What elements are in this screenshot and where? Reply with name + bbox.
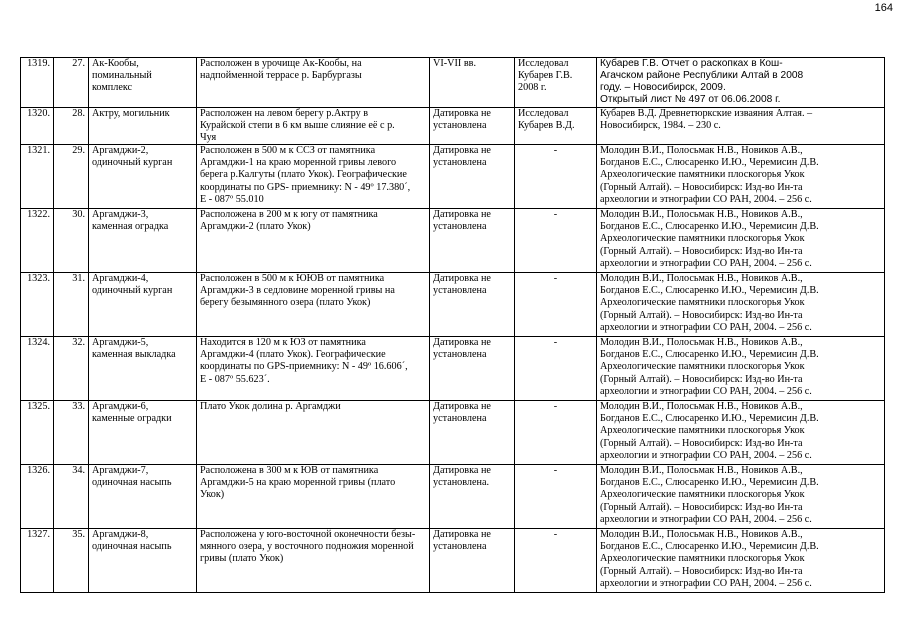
cell-monument-name-line: Аргамджи-6, [92,401,149,413]
cell-monument-name-line: одиночная насыпь [92,477,172,489]
monuments-table [20,57,885,593]
cell-monument-name-line: одиночная насыпь [92,541,172,553]
cell-location [197,209,430,273]
cell-dating-line: установлена [433,120,487,132]
cell-monument-name [89,273,197,337]
cell-source-line: Археологические памятники плоскогорья Укок [600,361,805,373]
cell-source-line: (Горный Алтай). – Новосибирск: Изд-во Ин-та [600,501,803,513]
cell-location-line: Аргамджи-3 в седловине моренной гривы на [200,285,395,297]
cell-dating [430,401,515,465]
cell-dating-line: установлена [433,349,487,361]
cell-source-line: Богданов Е.С., Слюсаренко И.Ю., Черемисин Д.В. [600,157,819,169]
cell-research-line: - [553,529,558,541]
cell-monument-name [89,145,197,209]
cell-location [197,337,430,401]
cell-research [515,58,597,108]
cell-research-line: 2008 г. [518,82,547,94]
cell-research [515,465,597,529]
cell-source-line: Молодин В.И., Полосьмак Н.В., Новиков А.В., [600,337,803,349]
cell-source-line: (Горный Алтай). – Новосибирск: Изд-во Ин-та [600,373,803,385]
cell-research-line: - [553,401,558,413]
cell-source [597,529,885,593]
cell-dating-line: Датировка не [433,145,491,157]
table-row [21,58,885,108]
cell-location-line: координаты по GPS- приемнику: N - 49º 17.380´, [200,181,411,193]
cell-dating-line: установлена [433,541,487,553]
cell-dating-line: Датировка не [433,108,491,119]
cell-source-line: археологии и этнографии СО РАН, 2004. – 256 с. [600,193,812,205]
cell-source-line: Молодин В.И., Полосьмак Н.В., Новиков А.В., [600,529,803,541]
cell-source-line: Кубарев Г.В. Отчет о раскопках в Кош- [600,58,783,69]
cell-source-line: Богданов Е.С., Слюсаренко И.Ю., Черемисин Д.В. [600,477,819,489]
cell-location-line: Расположен в урочище Ак-Кообы, на [200,58,362,69]
cell-dating-line: установлена [433,285,487,297]
cell-monument-name-line: Аргамджи-2, [92,145,149,157]
cell-location-line: Расположен на левом берегу р.Актру в [200,108,369,119]
cell-location [197,108,430,145]
cell-location-line: Находится в 120 м к ЮЗ от памятника [200,337,366,349]
cell-source-line: археологии и этнографии СО РАН, 2004. – 256 с. [600,321,812,333]
cell-dating [430,145,515,209]
cell-dating [430,209,515,273]
cell-dating [430,529,515,593]
cell-location-line: координаты по GPS-приемнику: N - 49º 16.606´, [200,361,408,373]
cell-monument-name-line: Ак-Кообы, [92,58,139,69]
cell-monument-name-line: каменные оградки [92,413,172,425]
cell-registry-number: 1321. [21,145,54,209]
cell-monument-name-line: каменная оградка [92,221,169,233]
cell-item-number: 28. [54,108,89,145]
cell-dating-line: Датировка не [433,209,491,221]
cell-research-line: - [553,145,558,157]
cell-source [597,209,885,273]
cell-source-line: Археологические памятники плоскогорья Укок [600,425,805,437]
cell-source-line: (Горный Алтай). – Новосибирск: Изд-во Ин-та [600,245,803,257]
cell-location-line: Е - 087º 55.623´. [200,373,270,385]
cell-source-line: Богданов Е.С., Слюсаренко И.Ю., Черемисин Д.В. [600,349,819,361]
cell-research-line: - [553,337,558,349]
cell-source-line: Молодин В.И., Полосьмак Н.В., Новиков А.В., [600,145,803,157]
cell-source-line: Молодин В.И., Полосьмак Н.В., Новиков А.В., [600,209,803,221]
cell-source-line: Богданов Е.С., Слюсаренко И.Ю., Черемисин Д.В. [600,541,819,553]
cell-dating [430,337,515,401]
cell-research [515,337,597,401]
cell-source-line: Археологические памятники плоскогорья Укок [600,489,805,501]
cell-source-line: археологии и этнографии СО РАН, 2004. – 256 с. [600,577,812,589]
cell-source [597,465,885,529]
cell-monument-name [89,401,197,465]
cell-location-line: Е - 087º 55.010 [200,193,264,205]
cell-research [515,529,597,593]
cell-location-line: Расположен в 500 м к ЮЮВ от памятника [200,273,385,285]
cell-item-number: 31. [54,273,89,337]
cell-item-number: 32. [54,337,89,401]
cell-dating [430,58,515,108]
cell-location-line: Курайской степи в 6 км выше слияние её с р. [200,120,395,132]
cell-item-number: 30. [54,209,89,273]
cell-monument-name-line: Актру, могильник [92,108,170,119]
cell-registry-number: 1323. [21,273,54,337]
cell-location-line: Аргамджи-2 (плато Укок) [200,221,311,233]
cell-research [515,401,597,465]
cell-source [597,108,885,145]
table-body [21,58,885,593]
cell-location-line: Расположена в 300 м к ЮВ от памятника [200,465,379,477]
cell-source [597,145,885,209]
cell-item-number: 29. [54,145,89,209]
cell-dating-line: Датировка не [433,465,491,477]
cell-registry-number: 1319. [21,58,54,108]
table-row [21,401,885,465]
cell-location-line: надпойменной террасе р. Барбургазы [200,70,362,82]
cell-source-line: Новосибирск, 1984. – 230 с. [600,120,721,132]
table-row [21,273,885,337]
cell-research-line: Кубарев В.Д. [518,120,575,132]
cell-location [197,145,430,209]
cell-source-line: Открытый лист № 497 от 06.06.2008 г. [600,94,781,106]
cell-source-line: археологии и этнографии СО РАН, 2004. – 256 с. [600,449,812,461]
cell-source-line: Агачском районе Республики Алтай в 2008 [600,70,804,82]
cell-monument-name [89,58,197,108]
cell-source-line: Богданов Е.С., Слюсаренко И.Ю., Черемисин Д.В. [600,221,819,233]
cell-dating-line: установлена [433,221,487,233]
cell-research-line: Кубарев Г.В. [518,70,573,82]
cell-research-line: Исследовал [518,58,569,69]
table-row [21,337,885,401]
cell-location [197,465,430,529]
cell-source-line: Богданов Е.С., Слюсаренко И.Ю., Черемисин Д.В. [600,413,819,425]
cell-location-line: Укок) [200,489,225,501]
cell-source-line: Молодин В.И., Полосьмак Н.В., Новиков А.В., [600,465,803,477]
cell-item-number: 27. [54,58,89,108]
cell-monument-name-line: Аргамджи-7, [92,465,149,477]
cell-location [197,58,430,108]
cell-location-line: Аргамджи-1 на краю моренной гривы левого [200,157,397,169]
cell-registry-number: 1324. [21,337,54,401]
cell-source-line: Кубарев В.Д. Древнетюркские изваяния Алтая. – [600,108,813,119]
table-row [21,529,885,593]
cell-registry-number: 1320. [21,108,54,145]
cell-source-line: (Горный Алтай). – Новосибирск: Изд-во Ин-та [600,437,803,449]
cell-monument-name [89,108,197,145]
cell-monument-name [89,529,197,593]
cell-monument-name-line: одиночный курган [92,157,173,169]
cell-source-line: археологии и этнографии СО РАН, 2004. – 256 с. [600,385,812,397]
cell-item-number: 35. [54,529,89,593]
cell-source-line: Археологические памятники плоскогорья Укок [600,553,805,565]
cell-item-number: 34. [54,465,89,529]
table-row [21,108,885,145]
cell-registry-number: 1325. [21,401,54,465]
cell-dating-line: установлена [433,413,487,425]
cell-location-line: Плато Укок долина р. Аргамджи [200,401,341,413]
cell-research [515,145,597,209]
cell-research [515,273,597,337]
cell-location-line: Аргамджи-5 на краю моренной гривы (плато [200,477,396,489]
cell-monument-name-line: Аргамджи-5, [92,337,149,349]
cell-registry-number: 1322. [21,209,54,273]
cell-research-line: - [553,273,558,285]
cell-monument-name-line: Аргамджи-8, [92,529,149,541]
cell-monument-name-line: каменная выкладка [92,349,176,361]
cell-source-line: (Горный Алтай). – Новосибирск: Изд-во Ин-та [600,181,803,193]
cell-research-line: Исследовал [518,108,569,119]
cell-monument-name-line: одиночный курган [92,285,173,297]
cell-registry-number: 1326. [21,465,54,529]
cell-source-line: году. – Новосибирск, 2009. [600,82,726,94]
cell-location-line: Аргамджи-4 (плато Укок). Географические [200,349,386,361]
cell-monument-name [89,337,197,401]
cell-dating [430,465,515,529]
cell-monument-name-line: Аргамджи-3, [92,209,149,221]
cell-source-line: (Горный Алтай). – Новосибирск: Изд-во Ин-та [600,565,803,577]
cell-registry-number: 1327. [21,529,54,593]
cell-research [515,108,597,145]
page-number: 164 [874,2,893,14]
cell-location [197,401,430,465]
cell-dating [430,273,515,337]
cell-dating-line: Датировка не [433,401,491,413]
cell-location-line: мянного озера, у восточного подножия моренной [200,541,414,553]
cell-location-line: берегу безымянного озера (плато Укок) [200,297,371,309]
cell-source [597,273,885,337]
cell-location-line: Расположена у юго-восточной оконечности безы- [200,529,416,541]
cell-source [597,401,885,465]
cell-dating [430,108,515,145]
cell-monument-name-line: Аргамджи-4, [92,273,149,285]
cell-source [597,58,885,108]
cell-source-line: Богданов Е.С., Слюсаренко И.Ю., Черемисин Д.В. [600,285,819,297]
table-row [21,145,885,209]
cell-research-line: - [553,209,558,221]
cell-dating-line: Датировка не [433,529,491,541]
cell-dating-line: VI-VII вв. [433,58,476,69]
table-row [21,209,885,273]
cell-monument-name [89,465,197,529]
cell-location-line: Расположен в 500 м к ССЗ от памятника [200,145,376,157]
cell-source-line: (Горный Алтай). – Новосибирск: Изд-во Ин-та [600,309,803,321]
cell-research [515,209,597,273]
cell-monument-name [89,209,197,273]
cell-location [197,529,430,593]
cell-dating-line: Датировка не [433,337,491,349]
cell-source-line: археологии и этнографии СО РАН, 2004. – 256 с. [600,257,812,269]
cell-item-number: 33. [54,401,89,465]
cell-source-line: Археологические памятники плоскогорья Укок [600,233,805,245]
cell-source-line: Молодин В.И., Полосьмак Н.В., Новиков А.В., [600,273,803,285]
cell-location-line: гривы (плато Укок) [200,553,284,565]
cell-location-line: Чуя [200,132,217,144]
cell-source [597,337,885,401]
cell-monument-name-line: поминальный [92,70,152,82]
cell-dating-line: установлена. [433,477,490,489]
cell-source-line: Археологические памятники плоскогорья Укок [600,297,805,309]
table-row [21,465,885,529]
cell-location-line: Расположена в 200 м к югу от памятника [200,209,378,221]
cell-source-line: Молодин В.И., Полосьмак Н.В., Новиков А.В., [600,401,803,413]
cell-research-line: - [553,465,558,477]
cell-location [197,273,430,337]
cell-dating-line: установлена [433,157,487,169]
cell-location-line: берега р.Калгуты (плато Укок). Географические [200,169,407,181]
cell-source-line: археологии и этнографии СО РАН, 2004. – 256 с. [600,513,812,525]
cell-dating-line: Датировка не [433,273,491,285]
cell-monument-name-line: комплекс [92,82,133,94]
cell-source-line: Археологические памятники плоскогорья Укок [600,169,805,181]
